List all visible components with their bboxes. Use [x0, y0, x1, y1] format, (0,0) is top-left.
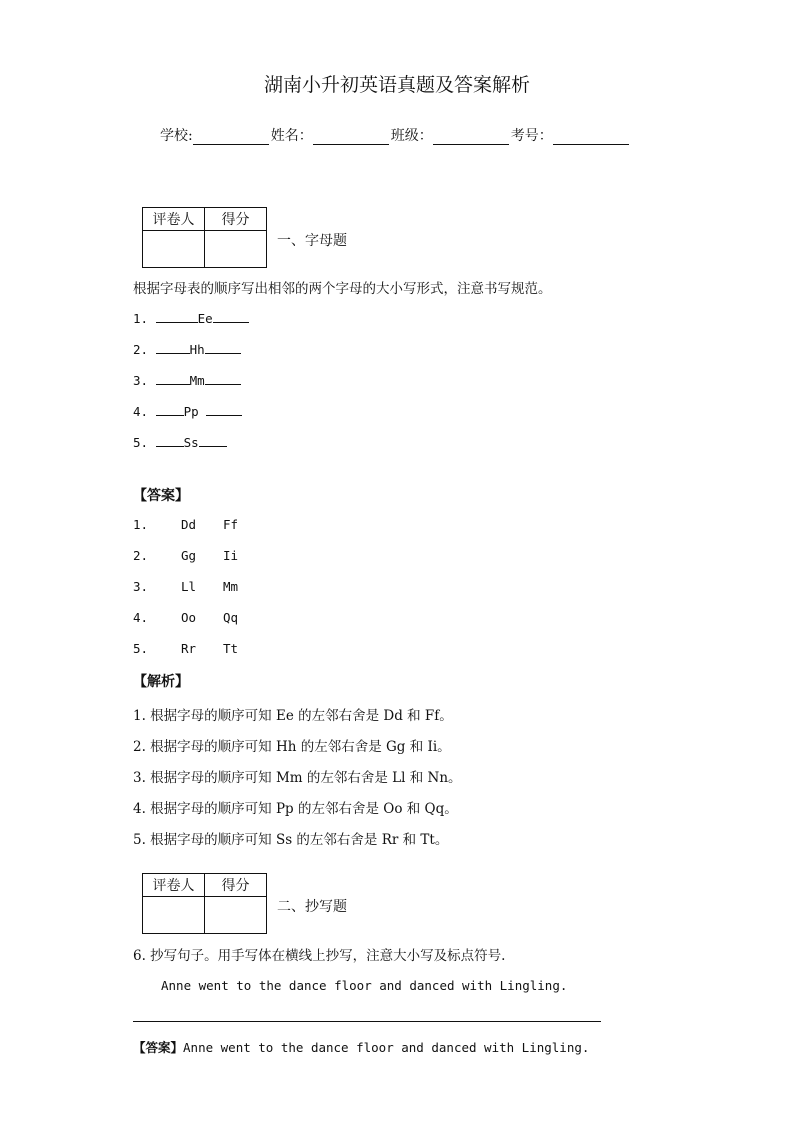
answer-label-1: 【答案】: [133, 488, 189, 504]
school-label: 学校:: [160, 128, 193, 144]
analysis-line: 2. 根据字母的顺序可知 Hh 的左邻右舍是 Gg 和 Ii。: [133, 739, 451, 755]
name-blank[interactable]: [313, 130, 389, 145]
answer-b: Tt: [223, 641, 239, 656]
answer-a: Oo: [181, 610, 197, 625]
info-line: [160, 125, 631, 145]
copy-answer-text: Anne went to the dance floor and danced with Lingling.: [183, 1040, 590, 1055]
section-1-instruction: 根据字母表的顺序写出相邻的两个字母的大小写形式，注意书写规范。: [133, 281, 552, 297]
analysis-line: 5. 根据字母的顺序可知 Ss 的左邻右舍是 Rr 和 Tt。: [133, 832, 449, 848]
answer-num: 1.: [133, 517, 149, 532]
analysis-line: 3. 根据字母的顺序可知 Mm 的左邻右舍是 Ll 和 Nn。: [133, 770, 462, 786]
answer-num: 5.: [133, 641, 149, 656]
analysis-line: 1. 根据字母的顺序可知 Ee 的左邻右舍是 Dd 和 Ff。: [133, 708, 453, 724]
question-3: 3. Mm: [133, 372, 241, 388]
section-2-heading: 二、抄写题: [277, 899, 347, 915]
copy-question: 6. 抄写句子。用手写体在横线上抄写，注意大小写及标点符号.: [133, 948, 506, 964]
answer-b: Ff: [223, 517, 239, 532]
question-1: 1. Ee: [133, 310, 249, 326]
question-5: 5. Ss: [133, 434, 227, 450]
reviewer-cell[interactable]: [143, 897, 205, 934]
answer-a: Gg: [181, 548, 197, 563]
score-cell[interactable]: [205, 897, 267, 934]
question-4: 4. Pp: [133, 403, 242, 419]
score-cell[interactable]: [205, 231, 267, 268]
answer-a: Dd: [181, 517, 197, 532]
exam-no-blank[interactable]: [553, 130, 629, 145]
name-label: 姓名：: [270, 128, 313, 144]
school-blank[interactable]: [193, 130, 269, 145]
section-1-heading: 一、字母题: [277, 233, 347, 249]
analysis-label: 【解析】: [133, 674, 189, 690]
answer-label-2: 【答案】: [133, 1040, 184, 1055]
reviewer-header: 评卷人: [143, 874, 205, 897]
score-table-2: [142, 873, 267, 934]
score-header: 得分: [205, 874, 267, 897]
answer-a: Rr: [181, 641, 197, 656]
answer-b: Mm: [223, 579, 239, 594]
writing-line[interactable]: [133, 1021, 601, 1022]
page-title: 湖南小升初英语真题及答案解析: [263, 74, 530, 96]
answer-a: Ll: [181, 579, 197, 594]
question-2: 2. Hh: [133, 341, 241, 357]
copy-answer: [133, 1038, 589, 1056]
score-header: 得分: [205, 208, 267, 231]
reviewer-cell[interactable]: [143, 231, 205, 268]
analysis-line: 4. 根据字母的顺序可知 Pp 的左邻右舍是 Oo 和 Qq。: [133, 801, 458, 817]
exam-no-label: 考号：: [510, 128, 553, 144]
answer-b: Ii: [223, 548, 239, 563]
answer-num: 3.: [133, 579, 149, 594]
answer-b: Qq: [223, 610, 239, 625]
score-table-1: [142, 207, 267, 268]
reviewer-header: 评卷人: [143, 208, 205, 231]
copy-sentence: Anne went to the dance floor and danced with Lingling.: [161, 978, 568, 993]
answer-num: 2.: [133, 548, 149, 563]
class-label: 班级：: [390, 128, 433, 144]
answer-num: 4.: [133, 610, 149, 625]
class-blank[interactable]: [433, 130, 509, 145]
